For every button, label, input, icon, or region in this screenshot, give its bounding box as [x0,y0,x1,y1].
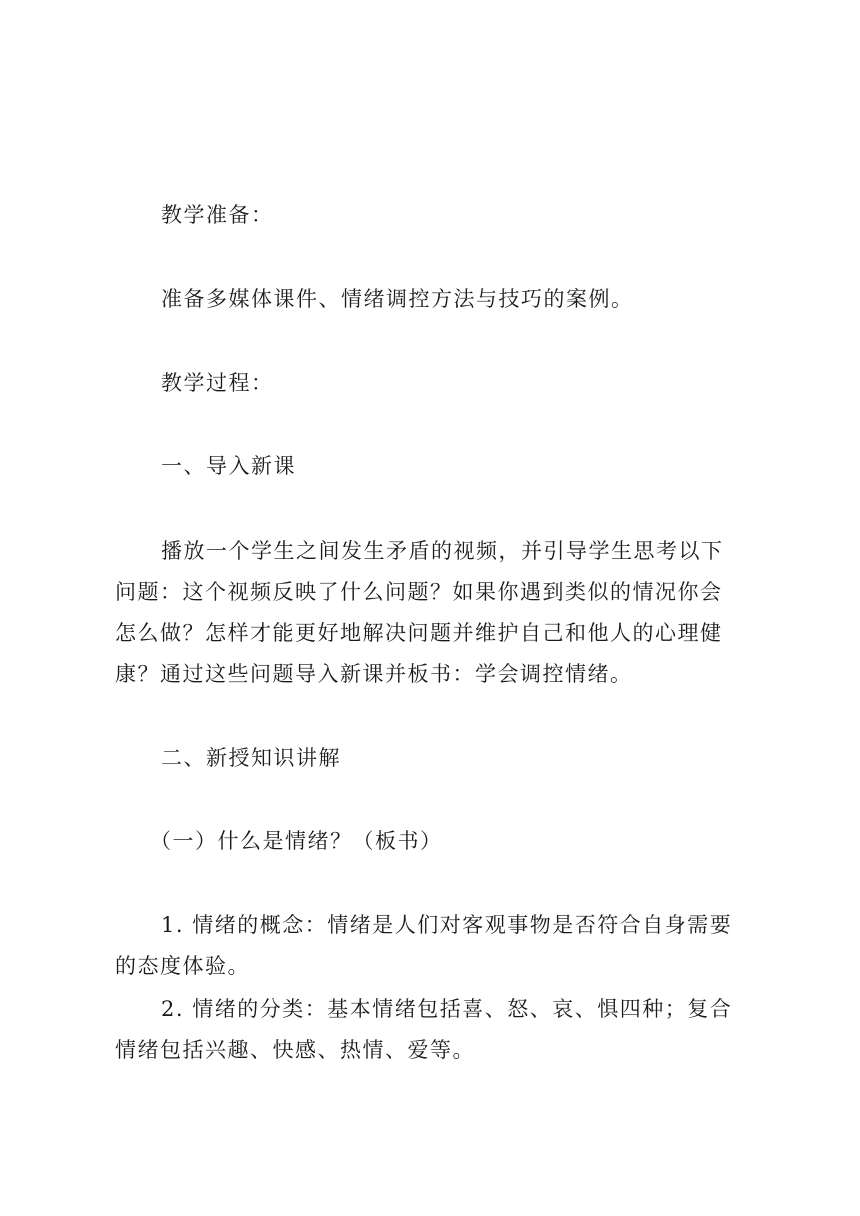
intro-paragraph: 播放一个学生之间发生矛盾的视频，并引导学生思考以下问题：这个视频反映了什么问题？如果你遇到类似的情况你会怎么做？怎样才能更好地解决问题并维护自己和他人的心理健康？通过这些问题导入新课并板书：学会调控情绪。 [115,539,724,686]
prep-text: 准备多媒体课件、情绪调控方法与技巧的案例。 [161,287,634,311]
list-item-emotion-concept: 1. 情绪的概念：情绪是人们对客观事物是否符合自身需要的态度体验。 [115,913,733,978]
subsection-heading-what-is-emotion: （一）什么是情绪？（板书） [150,829,443,853]
list-item-emotion-classification: 2. 情绪的分类：基本情绪包括喜、怒、哀、惧四种；复合情绪包括兴趣、快感、热情、爱等。 [115,997,733,1062]
prep-heading: 教学准备： [161,203,274,227]
section-heading-new-knowledge: 二、新授知识讲解 [161,746,341,770]
process-heading: 教学过程： [161,371,274,395]
section-heading-intro: 一、导入新课 [161,454,296,478]
